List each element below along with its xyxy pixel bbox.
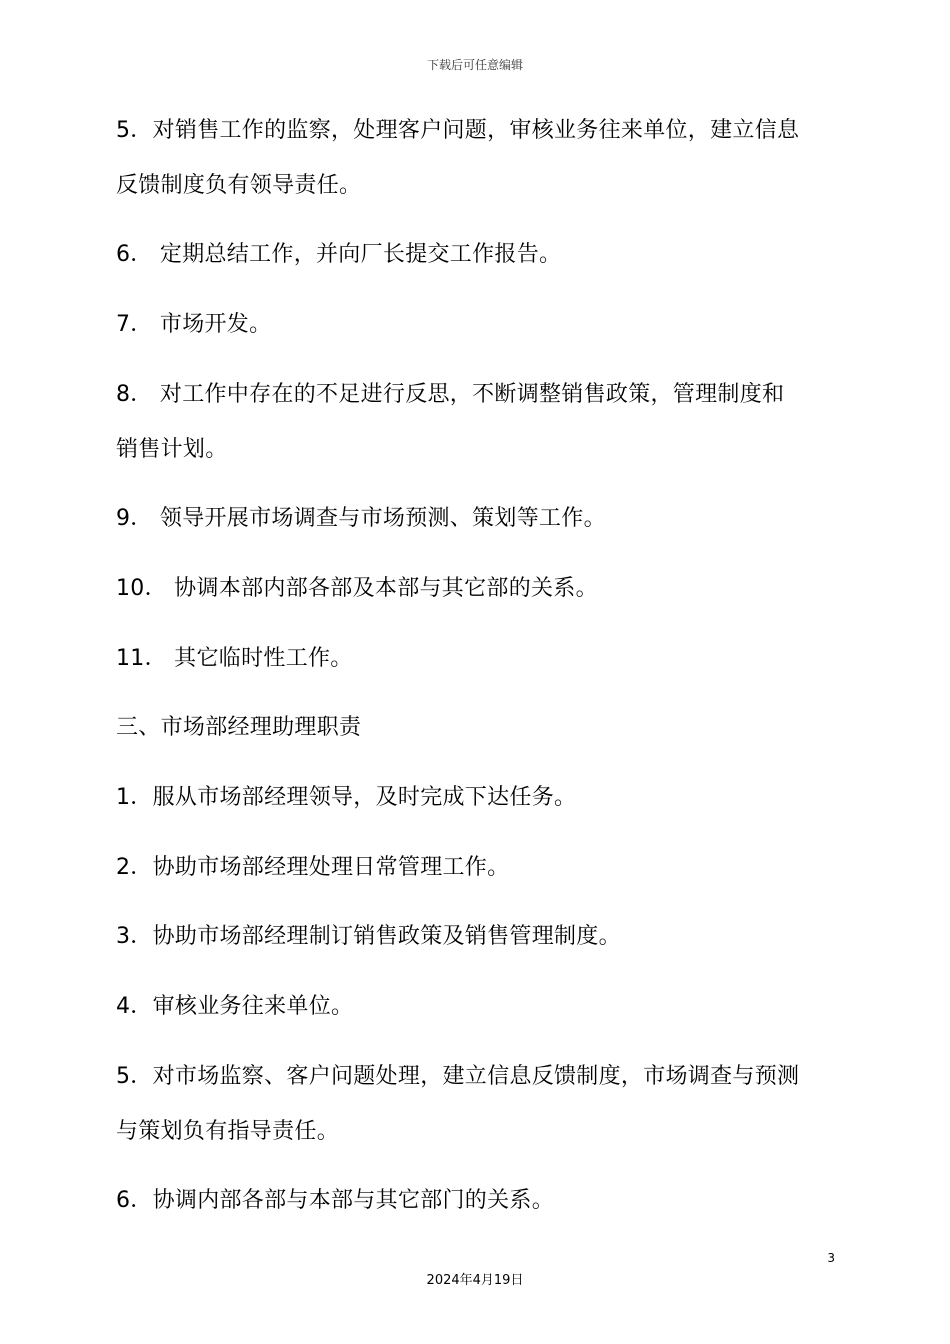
paragraph-line: 6．协调内部各部与本部与其它部门的关系。 [116, 1188, 554, 1213]
section-heading: 三、市场部经理助理职责 [116, 715, 362, 740]
paragraph-line: 6． 定期总结工作，并向厂长提交工作报告。 [116, 242, 562, 267]
paragraph-line: 5．对销售工作的监察，处理客户问题，审核业务往来单位，建立信息 [116, 118, 800, 143]
page-number: 3 [827, 1251, 835, 1265]
paragraph-line: 9． 领导开展市场调查与市场预测、策划等工作。 [116, 506, 606, 531]
paragraph-line: 7． 市场开发。 [116, 312, 272, 337]
paragraph-line: 1．服从市场部经理领导，及时完成下达任务。 [116, 785, 577, 810]
page-header: 下载后可任意编辑 [426, 58, 523, 72]
paragraph-line: 3．协助市场部经理制订销售政策及销售管理制度。 [116, 924, 621, 949]
paragraph-line: 11． 其它临时性工作。 [116, 646, 353, 671]
paragraph-line: 反馈制度负有领导责任。 [116, 173, 362, 198]
paragraph-line: 与策划负有指导责任。 [116, 1119, 340, 1144]
footer-date: 2024年4月19日 [426, 1273, 524, 1288]
paragraph-line: 2．协助市场部经理处理日常管理工作。 [116, 855, 510, 880]
paragraph-line: 销售计划。 [116, 437, 228, 462]
paragraph-line: 4．审核业务往来单位。 [116, 994, 354, 1019]
paragraph-line: 8． 对工作中存在的不足进行反思，不断调整销售政策，管理制度和 [116, 382, 785, 407]
paragraph-line: 5．对市场监察、客户问题处理，建立信息反馈制度，市场调查与预测 [116, 1064, 800, 1089]
paragraph-line: 10． 协调本部内部各部及本部与其它部的关系。 [116, 576, 598, 601]
